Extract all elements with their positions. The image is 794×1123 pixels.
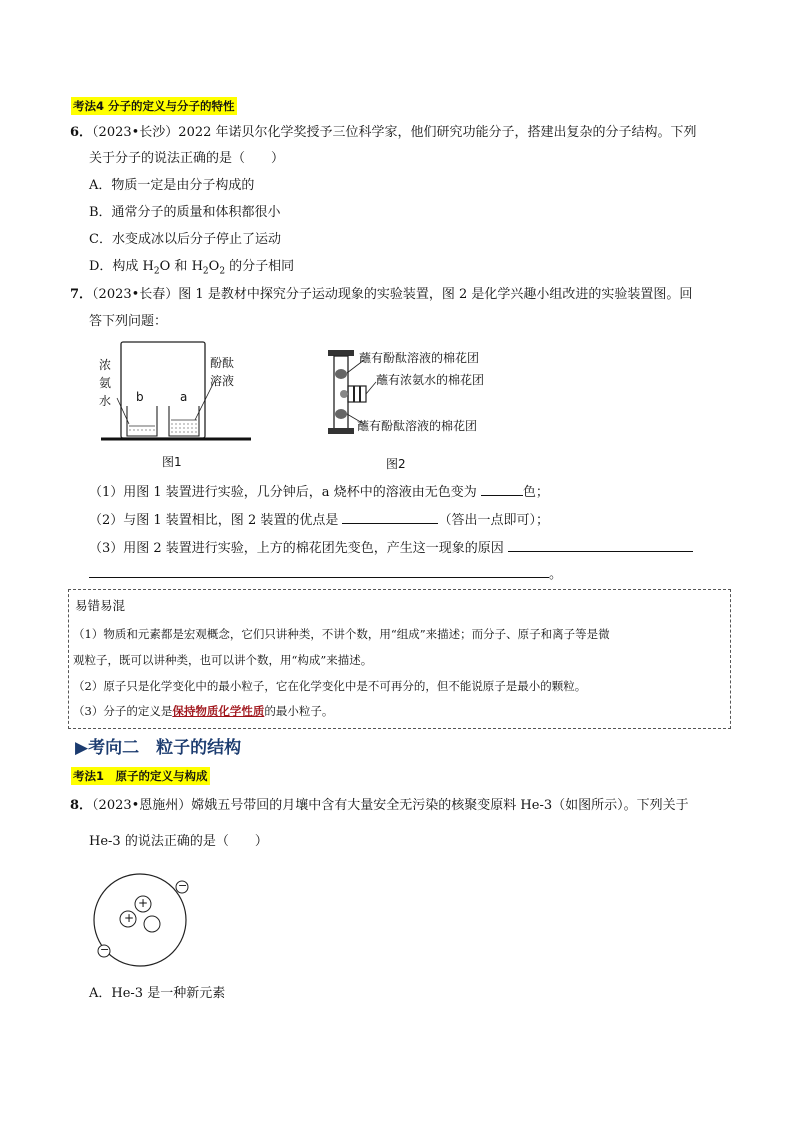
answer-blank-3a[interactable] (508, 538, 693, 552)
tip-title: 易错易混 (75, 598, 126, 613)
fig1-label-ammonia: 氨 (99, 376, 112, 390)
q7-stem-line2: 答下列问题： (89, 314, 168, 329)
q6-option-b: B．通常分子的质量和体积都很小 (89, 205, 281, 220)
fig2-label-bottom: 蘸有酚酞溶液的棉花团 (357, 419, 478, 433)
answer-blank-3b[interactable] (89, 564, 549, 578)
q8-option-a: A．He-3 是一种新元素 (89, 986, 226, 1001)
q7-sub3: （3）用图 2 装置进行实验，上方的棉花团先变色，产生这一现象的原因 (89, 538, 693, 557)
q8-stem-line1 (70, 798, 689, 814)
q6-stem-text: （2023•长沙）2022 年诺贝尔化学奖授予三位科学家，他们研究功能分子，搭建出复杂的分子结构。下列 (92, 125, 697, 140)
tip-line-1: （1）物质和元素都是宏观概念，它们只讲种类，不讲个数，用“组成”来描述；而分子、原子和离子等是微 (73, 627, 610, 641)
q6-option-d: D．构成 $H_2O$ 和 $H_2O_2$ 的分子相同 (89, 259, 295, 277)
fig1-label-phenolphthalein: 酚酞 (210, 356, 235, 370)
answer-blank-2[interactable] (342, 510, 438, 524)
q8-stem-line2: He-3 的说法正确的是（ ） (89, 834, 268, 849)
q8-number: 8． (70, 798, 93, 813)
q8-stem-text: （2023•恩施州）嫦娥五号带回的月壤中含有大量安全无污染的核聚变原料 He-3（如图所示）。下列关于 (92, 798, 689, 813)
q7-stem-text: （2023•长春）图 1 是教材中探究分子运动现象的实验装置，图 2 是化学兴趣小组改进的实验装置图。回 (92, 287, 693, 302)
section-heading: ▶考向二 粒子的结构 (75, 738, 242, 758)
q6-number: 6． (70, 125, 93, 140)
q6-option-c: C．水变成冰以后分子停止了运动 (89, 232, 281, 247)
tip-box (68, 589, 731, 729)
q7-sub2: （2）与图 1 装置相比，图 2 装置的优点是 （答出一点即可）； (89, 510, 549, 529)
tip-highlight: 保持物质化学性质 (172, 704, 265, 718)
topic-tag-4: 考法4 分子的定义与分子的特性 (73, 99, 235, 113)
fig2-label-top: 蘸有酚酞溶液的棉花团 (359, 351, 480, 365)
q6-stem-line2: 关于分子的说法正确的是（ ） (89, 151, 285, 166)
electron-minus-1: − (178, 879, 188, 892)
proton-plus-2: + (124, 911, 135, 925)
q7-stem-line1 (70, 287, 692, 303)
fig2-caption: 图2 (386, 457, 406, 471)
tip-line-3: （2）原子只是化学变化中的最小粒子，它在化学变化中是不可再分的，但不能说原子是最小的颗粒。 (73, 679, 587, 693)
fig1-caption: 图1 (162, 455, 182, 469)
q7-sub3-cont: 。 (89, 564, 562, 583)
tip-line-2: 观粒子，既可以讲种类，也可以讲个数，用“构成”来描述。 (73, 653, 373, 667)
answer-blank-1[interactable] (481, 482, 523, 496)
fig1-label-solution: 溶液 (210, 374, 235, 388)
tip-line-4: （3）分子的定义是保持物质化学性质的最小粒子。 (73, 704, 334, 718)
fig1-label-concentrated: 浓 (99, 358, 112, 372)
fig1-label-b: b (136, 390, 144, 404)
fig1-label-water: 水 (99, 394, 112, 408)
q6-stem-line1 (70, 125, 697, 141)
q7-number: 7． (70, 287, 93, 302)
q7-sub1: （1）用图 1 装置进行实验，几分钟后，a 烧杯中的溶液由无色变为 色； (89, 482, 549, 501)
topic-tag-1: 考法1 原子的定义与构成 (73, 769, 208, 783)
fig2-label-middle: 蘸有浓氨水的棉花团 (376, 373, 485, 387)
proton-plus-1: + (138, 896, 149, 910)
q6-option-a: A．物质一定是由分子构成的 (89, 178, 255, 193)
fig1-label-a: a (180, 390, 188, 404)
electron-minus-2: − (100, 943, 110, 956)
